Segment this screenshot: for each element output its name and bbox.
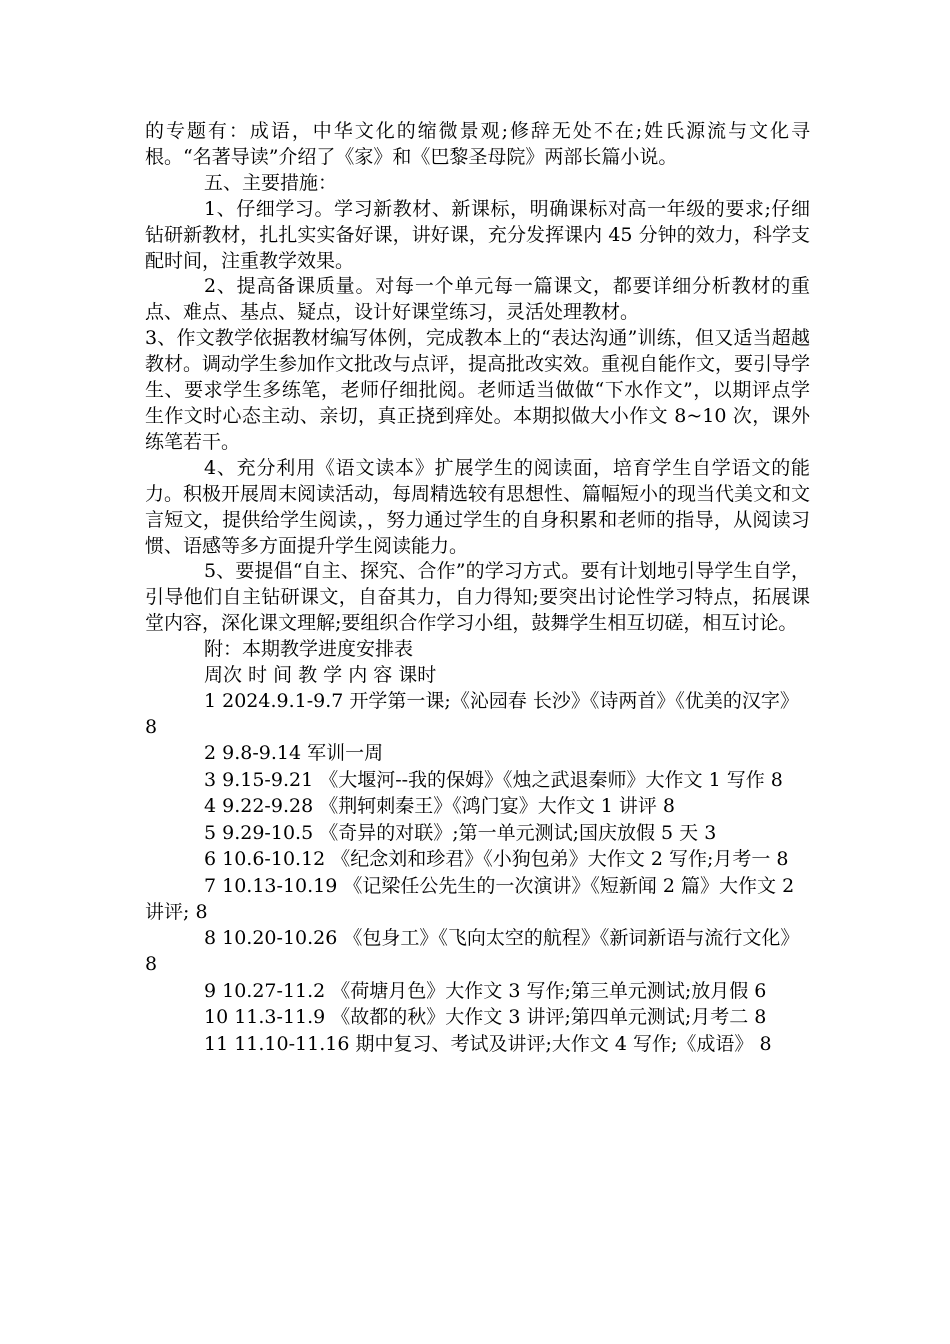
schedule-row: 9 10.27-11.2 《荷塘月色》大作文 3 写作;第三单元测试;放月假 6 <box>204 979 767 1002</box>
paragraph-measure-1: 1、仔细学习。学习新教材、新课标，明确课标对高一年级的要求;仔细钻研新教材，扎扎实实备好课，讲好课，充分发挥课内 45 分钟的效力，科学支配时间，注重教学效果。 <box>145 197 810 272</box>
document-body <box>145 119 810 1058</box>
schedule-row: 8 10.20-10.26 《包身工》《飞向太空的航程》《新词新语与流行文化》 8 <box>145 927 800 976</box>
schedule-header: 周次 时 间 教 学 内 容 课时 <box>204 664 437 687</box>
schedule-row: 2 9.8-9.14 军训一周 <box>204 742 384 765</box>
paragraph-measure-2: 2、提高备课质量。对每一个单元每一篇课文，都要详细分析教材的重点、难点、基点、疑点，设计好课堂练习，灵活处理教材。 <box>145 275 810 324</box>
schedule-row: 5 9.29-10.5 《奇异的对联》;第一单元测试;国庆放假 5 天 3 <box>204 821 717 844</box>
schedule-row: 6 10.6-10.12 《纪念刘和珍君》《小狗包弟》大作文 2 写作;月考一 8 <box>204 848 789 871</box>
appendix-title: 附：本期教学进度安排表 <box>204 638 414 661</box>
section-heading-measures: 五、主要措施： <box>204 171 338 194</box>
paragraph-measure-5: 5、要提倡“自主、探究、合作”的学习方式。要有计划地引导学生自学，引导他们自主钻研课文，自奋其力，自力得知;要突出讨论性学习特点，拓展课堂内容，深化课文理解;要组织合作学习小组，鼓舞学生相互切磋，相互讨论。 <box>145 560 810 635</box>
paragraph-continued: 的专题有：成语，中华文化的缩微景观;修辞无处不在;姓氏源流与文化寻根。“名著导读”介绍了《家》和《巴黎圣母院》两部长篇小说。 <box>145 120 810 168</box>
schedule-row: 11 11.10-11.16 期中复习、考试及讲评;大作文 4 写作;《成语》 8 <box>204 1032 772 1055</box>
schedule-row: 7 10.13-10.19 《记梁任公先生的一次演讲》《短新闻 2 篇》大作文 2 讲评; 8 <box>145 874 795 923</box>
paragraph-measure-3: 3、作文教学依据教材编写体例，完成教本上的“表达沟通”训练，但又适当超越教材。调动学生参加作文批改与点评，提高批改实效。重视自能作文，要引导学生、要求学生多练笔，老师仔细批阅。老师适当做做“下水作文”，以期评点学生作文时心态主动、亲切，真正挠到痒处。本期拟做大小作文 8~10 次，课外练笔若干。 <box>145 327 811 453</box>
schedule-row: 3 9.15-9.21 《大堰河--我的保姆》《烛之武退秦师》大作文 1 写作 8 <box>204 768 783 791</box>
schedule-row: 4 9.22-9.28 《荆轲刺秦王》《鸿门宴》大作文 1 讲评 8 <box>204 795 675 818</box>
paragraph-measure-4: 4、充分利用《语文读本》扩展学生的阅读面，培育学生自学语文的能力。积极开展周末阅读活动，每周精选较有思想性、篇幅短小的现当代美文和文言短文，提供给学生阅读，，努力通过学生的自身积累和老师的指导，从阅读习惯、语感等多方面提升学生阅读能力。 <box>145 456 811 557</box>
schedule-row: 10 11.3-11.9 《故都的秋》大作文 3 讲评;第四单元测试;月考二 8 <box>204 1006 767 1029</box>
schedule-row: 1 2024.9.1-9.7 开学第一课;《沁园春 长沙》《诗两首》《优美的汉字》 8 <box>145 689 799 738</box>
